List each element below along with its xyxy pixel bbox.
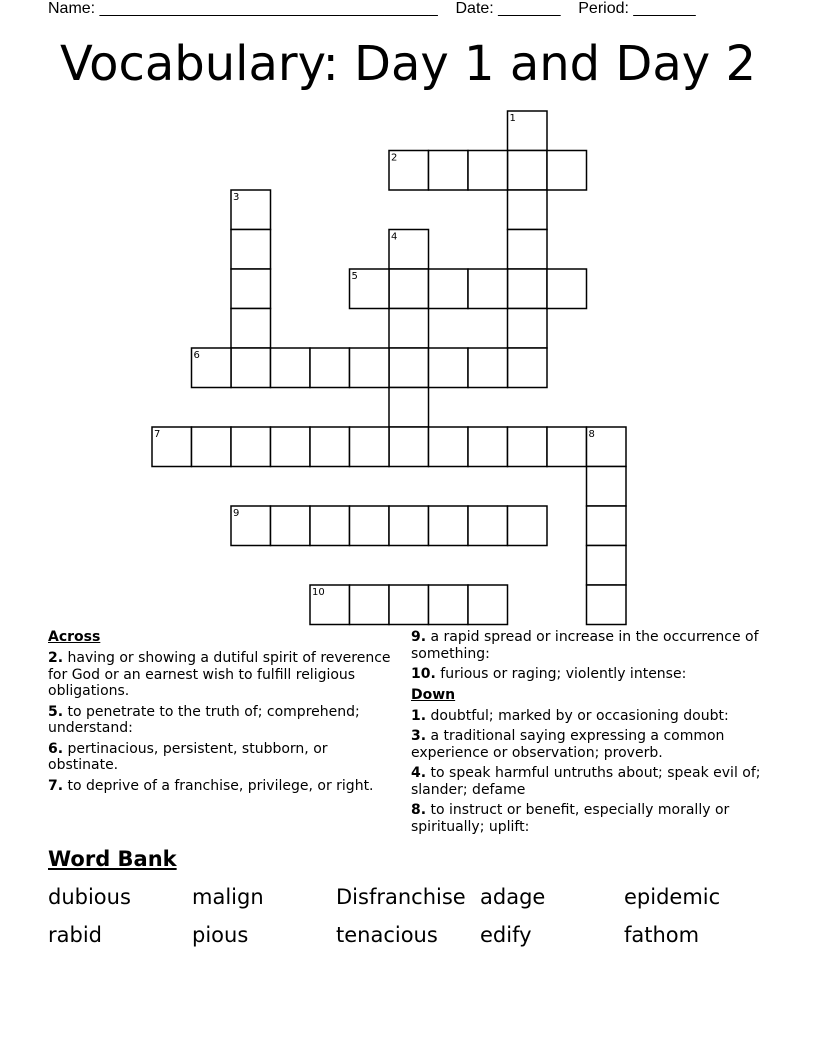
down-clue-list (411, 708, 763, 836)
clue-number-2: 2 (391, 152, 398, 164)
across-heading: Across (48, 629, 101, 645)
down-heading: Down (411, 686, 456, 703)
grid-cell[interactable] (587, 585, 627, 625)
grid-cell[interactable] (389, 309, 429, 349)
grid-cell[interactable] (350, 585, 390, 625)
grid-cell[interactable] (389, 506, 429, 546)
grid-cell[interactable] (547, 269, 587, 309)
clue-text: to deprive of a franchise, privilege, or right. (67, 777, 374, 794)
clue-9 (411, 629, 763, 662)
grid-cell[interactable] (350, 506, 390, 546)
grid-cell[interactable] (508, 190, 548, 230)
grid-cell[interactable] (508, 269, 548, 309)
clue-number-9: 9 (233, 508, 240, 519)
clue-text: pertinacious, persistent, stubborn, or obstinate. (48, 740, 328, 773)
grid-cell[interactable] (508, 348, 548, 388)
clue-text: to speak harmful untruths about; speak evil of; slander; defame (411, 765, 761, 798)
word-bank-word: malign (192, 885, 264, 909)
word-bank-word: epidemic (624, 885, 721, 909)
grid-cell[interactable] (231, 348, 271, 388)
grid-cell[interactable] (429, 269, 469, 309)
clue-5 (48, 704, 400, 737)
word-bank-title: Word Bank (48, 847, 177, 871)
grid-cell[interactable] (429, 585, 469, 625)
clue-3 (411, 728, 763, 761)
grid-cell[interactable] (310, 585, 350, 625)
word-bank-word: pious (192, 923, 249, 947)
clue-number-10: 10 (312, 587, 325, 598)
grid-cell[interactable] (350, 427, 390, 467)
clue-number-7: 7 (154, 429, 161, 440)
grid-cell[interactable] (429, 427, 469, 467)
word-bank-word: edify (480, 923, 532, 947)
grid-cell[interactable] (350, 348, 390, 388)
grid-cell[interactable] (389, 151, 429, 191)
grid-cell[interactable] (310, 506, 350, 546)
grid-cell[interactable] (508, 506, 548, 546)
grid-cell[interactable] (231, 506, 271, 546)
grid-cell[interactable] (587, 546, 627, 586)
grid-cell[interactable] (508, 111, 548, 151)
clue-text: a traditional saying expressing a common experience or observation; proverb. (411, 728, 725, 761)
clue-number: 9. (411, 629, 427, 645)
grid-cell[interactable] (508, 151, 548, 191)
clue-1 (411, 708, 763, 725)
grid-cell[interactable] (389, 269, 429, 309)
grid-cell[interactable] (389, 348, 429, 388)
grid-cell[interactable] (587, 467, 627, 507)
clue-4 (411, 765, 763, 798)
grid-cell[interactable] (389, 427, 429, 467)
clue-number: 6. (48, 740, 64, 757)
clue-number-4: 4 (391, 231, 398, 243)
clue-number-6: 6 (193, 350, 200, 361)
clue-text: furious or raging; violently intense: (440, 666, 687, 682)
grid-cell[interactable] (508, 230, 548, 270)
clue-number-8: 8 (588, 429, 595, 440)
clue-6 (48, 741, 400, 774)
clue-number: 4. (411, 765, 427, 781)
grid-cell[interactable] (192, 348, 232, 388)
grid-cell[interactable] (468, 427, 508, 467)
page-title: Vocabulary: Day 1 and Day 2 (60, 36, 756, 92)
header-fields: Name: ______________________________________ Date: _______ Period: _______ (48, 0, 696, 17)
clue-number: 10. (411, 666, 436, 682)
grid-cell[interactable] (429, 506, 469, 546)
grid-cell[interactable] (231, 190, 271, 230)
grid-cell[interactable] (468, 506, 508, 546)
across-clue-list (48, 650, 400, 794)
clue-number-1: 1 (509, 113, 516, 124)
grid-cell[interactable] (389, 230, 429, 270)
clue-number: 5. (48, 703, 64, 720)
grid-cell[interactable] (310, 348, 350, 388)
clue-text: to penetrate to the truth of; comprehend; understand: (48, 703, 360, 736)
grid-cell[interactable] (468, 151, 508, 191)
clue-8 (411, 802, 763, 835)
grid-cell[interactable] (429, 348, 469, 388)
clue-number: 8. (411, 802, 427, 818)
grid-cell[interactable] (389, 388, 429, 428)
word-bank-word: adage (480, 885, 546, 909)
grid-cell[interactable] (389, 585, 429, 625)
grid-cell[interactable] (587, 427, 627, 467)
clues-left-column (48, 629, 400, 798)
clue-2 (48, 650, 400, 700)
clue-text: doubtful; marked by or occasioning doubt: (430, 707, 729, 724)
grid-cell[interactable] (271, 427, 311, 467)
word-bank-word: dubious (48, 885, 131, 909)
grid-cell[interactable] (271, 506, 311, 546)
grid-cell[interactable] (547, 427, 587, 467)
clue-text: a rapid spread or increase in the occurrence of something: (411, 629, 759, 662)
grid-cell[interactable] (231, 309, 271, 349)
grid-cell[interactable] (231, 269, 271, 309)
clue-10 (411, 666, 763, 683)
grid-cell[interactable] (468, 269, 508, 309)
word-bank-word: fathom (624, 923, 700, 947)
grid-cell[interactable] (468, 348, 508, 388)
grid-cell[interactable] (547, 151, 587, 191)
clue-text: to instruct or benefit, especially morally or spiritually; uplift: (411, 802, 730, 835)
grid-cell[interactable] (508, 309, 548, 349)
grid-cell[interactable] (231, 427, 271, 467)
grid-cell[interactable] (508, 427, 548, 467)
grid-cell[interactable] (429, 151, 469, 191)
grid-cell[interactable] (152, 427, 192, 467)
grid-cell[interactable] (310, 427, 350, 467)
word-bank-word: Disfranchise (336, 885, 466, 909)
clue-number: 7. (48, 777, 64, 794)
word-bank-word: tenacious (336, 923, 438, 947)
word-bank-word: rabid (48, 923, 102, 947)
clue-number: 3. (411, 728, 427, 744)
clue-text: having or showing a dutiful spirit of reverence for God or an earnest wish to fulfill religious obligations. (48, 650, 391, 699)
grid-cell[interactable] (587, 506, 627, 546)
clue-number-3: 3 (233, 192, 240, 203)
clue-7 (48, 778, 400, 795)
across-clue-list-continued (411, 629, 763, 683)
grid-cell[interactable] (271, 348, 311, 388)
grid-cell[interactable] (350, 269, 390, 309)
grid-cell[interactable] (192, 427, 232, 467)
clues-right-column (411, 629, 763, 839)
clue-number: 2. (48, 650, 64, 666)
clue-number-5: 5 (351, 271, 358, 282)
grid-cell[interactable] (231, 230, 271, 270)
clue-number: 1. (411, 707, 427, 724)
grid-cell[interactable] (468, 585, 508, 625)
